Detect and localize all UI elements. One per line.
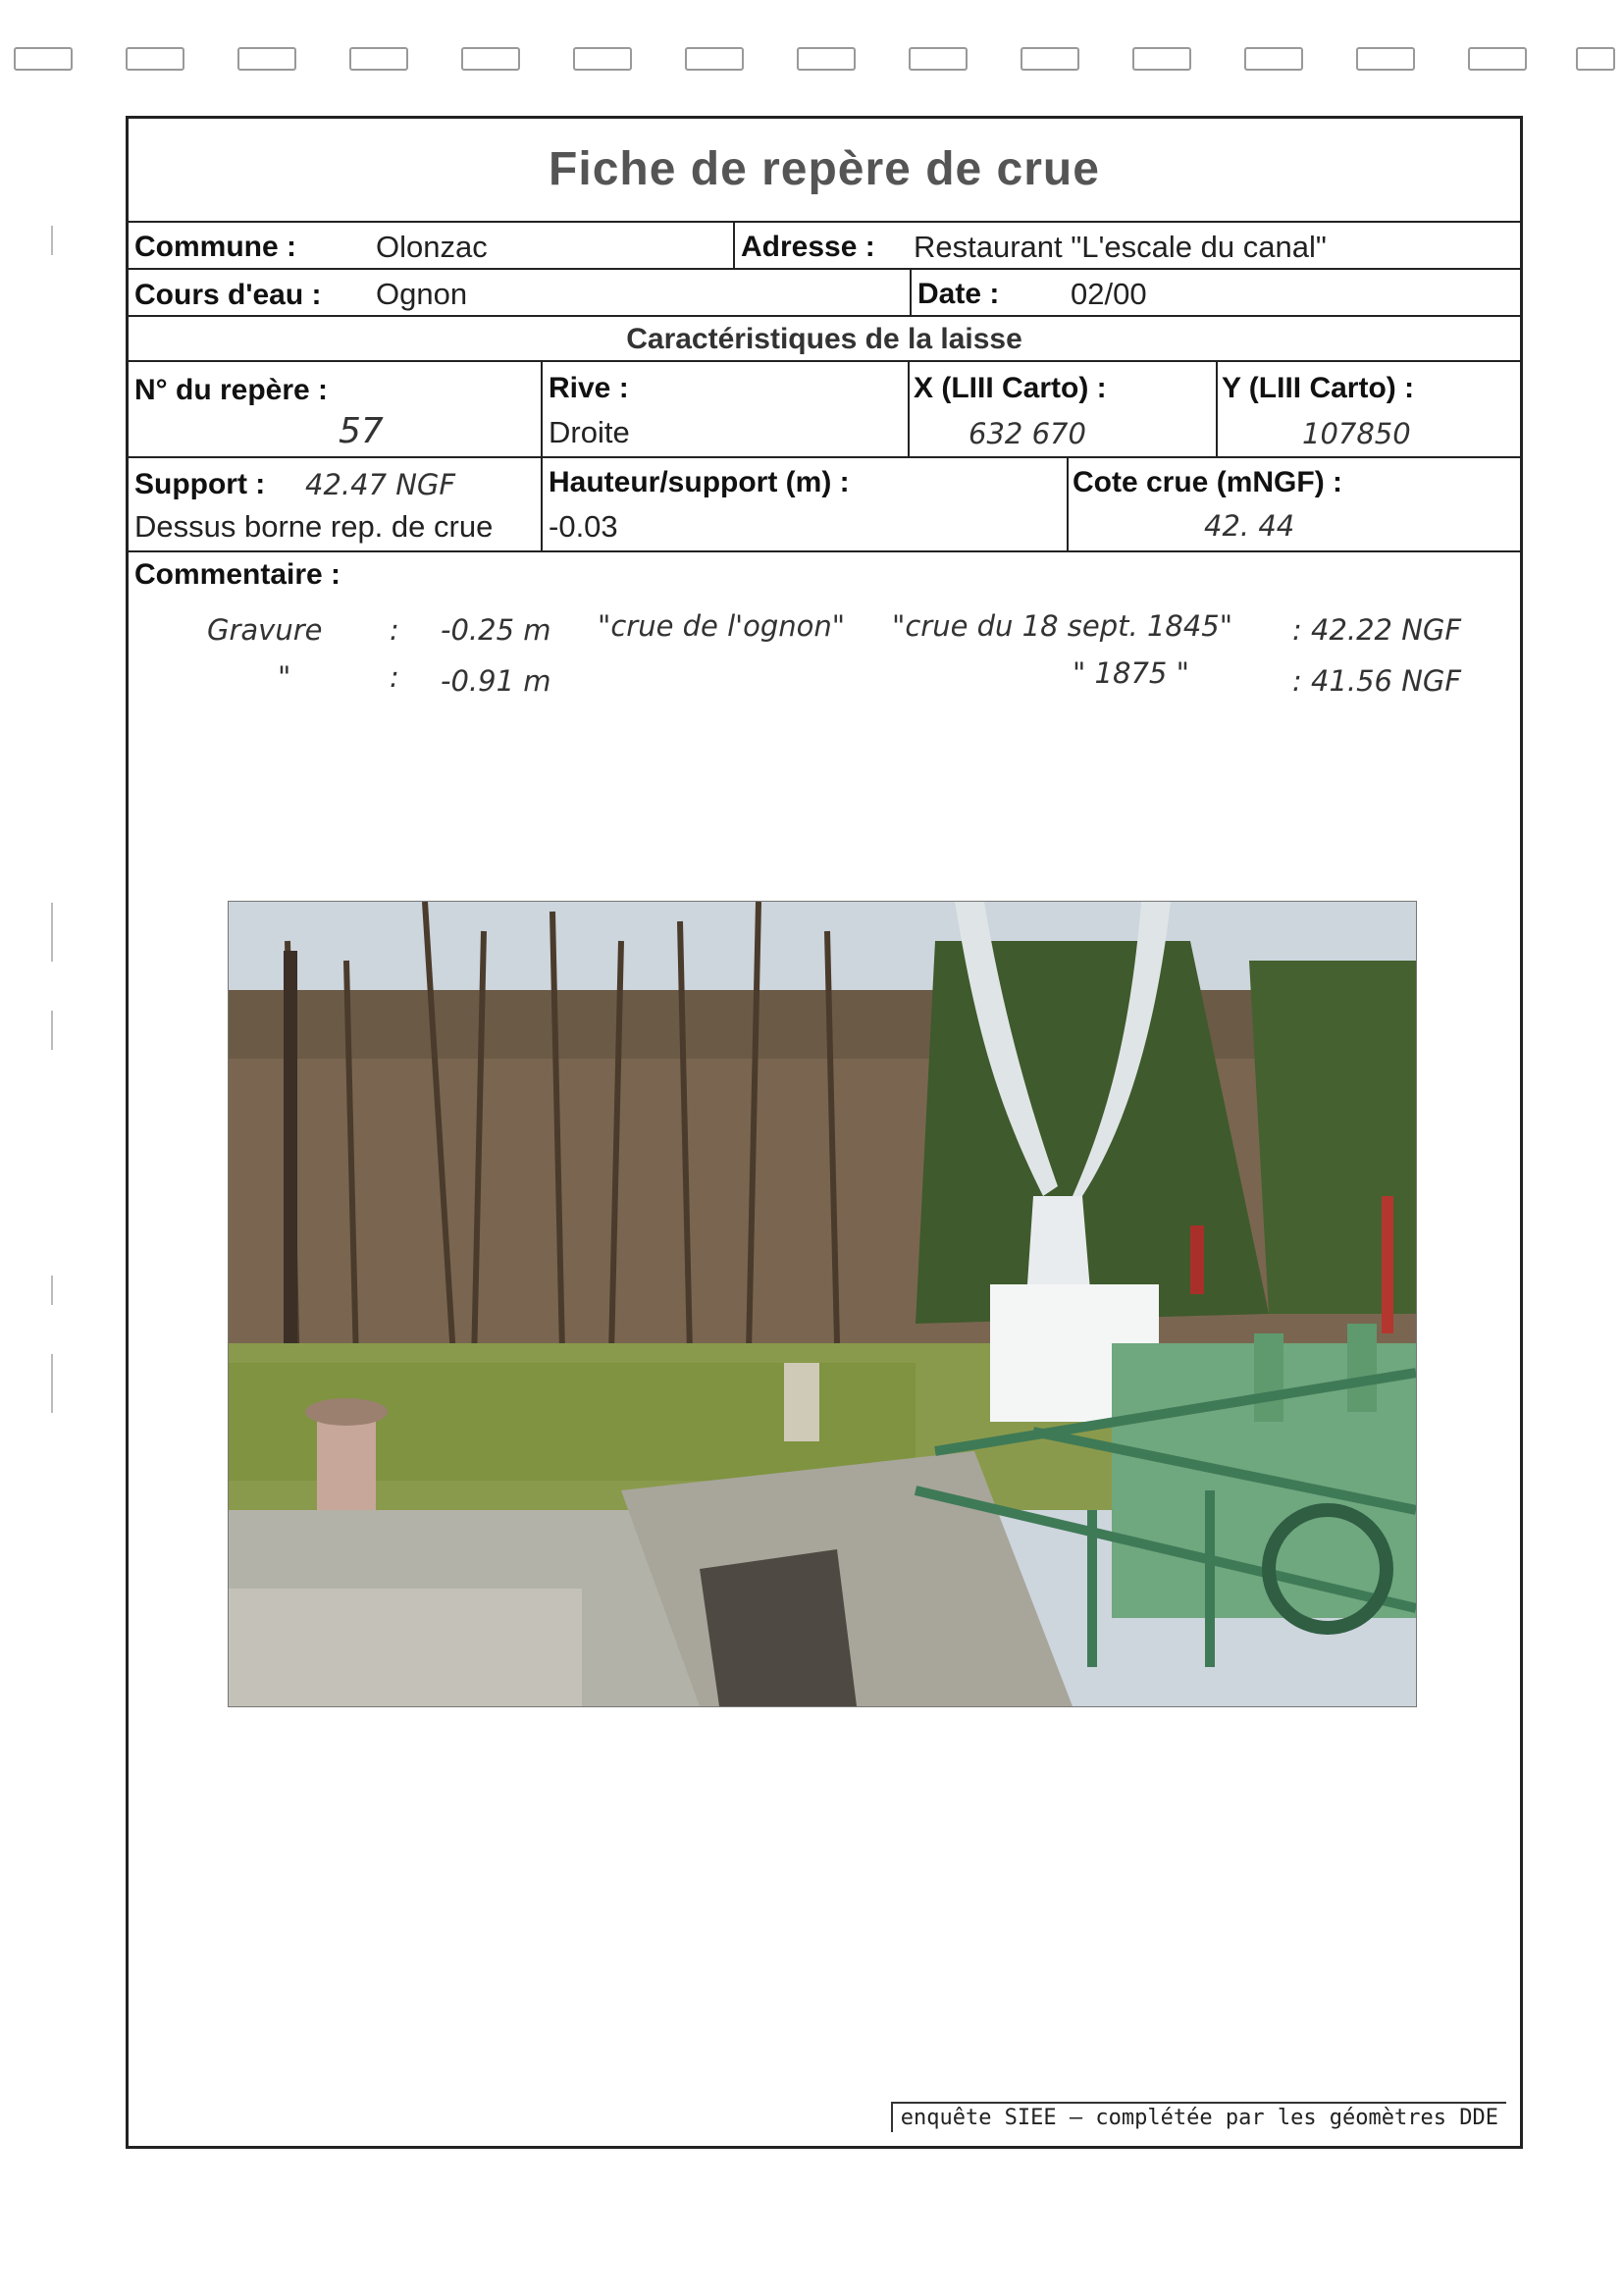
comment-level-2: : 41.56 NGF bbox=[1292, 664, 1462, 698]
row-support bbox=[129, 458, 1520, 552]
x-coord-value: 632 670 bbox=[969, 417, 1086, 450]
punch-hole bbox=[14, 47, 73, 71]
support-description: Dessus borne rep. de crue bbox=[134, 509, 494, 544]
punch-hole bbox=[237, 47, 296, 71]
commune-label: Commune : bbox=[134, 231, 296, 263]
row-caracteristiques bbox=[129, 317, 1520, 362]
commentaire-label: Commentaire : bbox=[134, 558, 341, 591]
cote-label: Cote crue (mNGF) : bbox=[1073, 466, 1343, 498]
divider bbox=[1216, 362, 1218, 456]
divider bbox=[541, 362, 543, 456]
commune-value: Olonzac bbox=[376, 230, 488, 264]
punch-hole bbox=[1244, 47, 1303, 71]
x-coord-label: X (LIII Carto) : bbox=[914, 372, 1107, 404]
comment-level-1: : 42.22 NGF bbox=[1292, 613, 1462, 647]
punch-hole bbox=[685, 47, 744, 71]
scan-edge-mark bbox=[51, 1011, 53, 1050]
scan-edge-mark bbox=[51, 1276, 53, 1305]
support-label: Support : bbox=[134, 468, 266, 500]
repere-label: N° du repère : bbox=[134, 374, 329, 406]
comment-colon: : bbox=[390, 613, 399, 647]
punch-hole bbox=[1576, 47, 1615, 71]
cours-value: Ognon bbox=[376, 277, 468, 311]
punch-hole bbox=[461, 47, 520, 71]
date-value: 02/00 bbox=[1071, 277, 1147, 311]
punch-hole bbox=[349, 47, 408, 71]
divider bbox=[908, 362, 910, 456]
caracteristiques-heading: Caractéristiques de la laisse bbox=[626, 323, 1022, 355]
divider bbox=[910, 270, 912, 315]
row-commune bbox=[129, 223, 1520, 270]
divider bbox=[1067, 458, 1069, 550]
scan-edge-mark bbox=[51, 903, 53, 962]
hauteur-label: Hauteur/support (m) : bbox=[549, 466, 850, 498]
scan-edge-mark bbox=[51, 1354, 53, 1413]
comment-height-1: -0.25 m bbox=[441, 613, 551, 647]
punch-hole bbox=[126, 47, 184, 71]
date-label: Date : bbox=[917, 278, 1000, 310]
punch-hole bbox=[1021, 47, 1079, 71]
title-row bbox=[129, 119, 1520, 223]
punch-hole bbox=[1132, 47, 1191, 71]
comment-ditto: " bbox=[278, 660, 291, 694]
y-coord-value: 107850 bbox=[1302, 417, 1411, 450]
comment-event-2: " 1875 " bbox=[1073, 656, 1189, 690]
rive-value: Droite bbox=[549, 415, 630, 449]
punch-hole bbox=[797, 47, 856, 71]
cote-value: 42. 44 bbox=[1204, 509, 1295, 543]
footer-note: enquête SIEE – complétée par les géomètres DDE bbox=[891, 2102, 1506, 2132]
punch-hole bbox=[1468, 47, 1527, 71]
comment-gravure: Gravure bbox=[207, 613, 323, 647]
row-cours bbox=[129, 270, 1520, 317]
cours-label: Cours d'eau : bbox=[134, 279, 322, 311]
punch-hole bbox=[573, 47, 632, 71]
comment-height-2: -0.91 m bbox=[441, 664, 551, 698]
comment-quote-1: "crue de l'ognon" bbox=[598, 609, 846, 643]
repere-value: 57 bbox=[339, 411, 384, 451]
divider bbox=[733, 223, 735, 268]
comment-event-1: "crue du 18 sept. 1845" bbox=[892, 609, 1233, 643]
hauteur-value: -0.03 bbox=[549, 509, 618, 544]
scan-edge-mark bbox=[51, 226, 53, 255]
punch-hole bbox=[909, 47, 968, 71]
divider bbox=[541, 458, 543, 550]
form-title: Fiche de repère de crue bbox=[549, 143, 1100, 195]
adresse-label: Adresse : bbox=[741, 231, 875, 263]
y-coord-label: Y (LIII Carto) : bbox=[1222, 372, 1415, 404]
site-photo bbox=[228, 901, 1417, 1707]
adresse-value: Restaurant "L'escale du canal" bbox=[914, 230, 1327, 264]
site-photo-illustration bbox=[229, 902, 1416, 1706]
rive-label: Rive : bbox=[549, 372, 629, 404]
comment-colon: : bbox=[390, 660, 399, 694]
row-repere bbox=[129, 362, 1520, 458]
support-value: 42.47 NGF bbox=[305, 468, 456, 501]
punch-hole bbox=[1356, 47, 1415, 71]
